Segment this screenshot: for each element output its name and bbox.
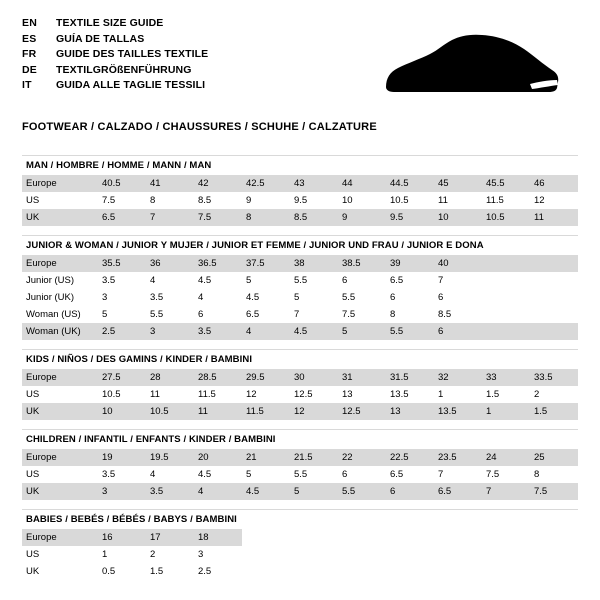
cell: 5.5 (146, 306, 194, 323)
language-row (22, 78, 208, 94)
cell (242, 563, 290, 580)
language-code: IT (22, 79, 32, 91)
cell: 36 (146, 255, 194, 272)
cell: 10.5 (98, 386, 146, 403)
cell: 5 (290, 483, 338, 500)
language-title: TEXTILGRÖßENFÜHRUNG (56, 63, 192, 76)
cell: 13 (386, 403, 434, 420)
cell: 45.5 (482, 175, 530, 192)
table-row (22, 466, 578, 483)
cell: 45 (434, 175, 482, 192)
size-table (22, 175, 578, 226)
table-row (22, 272, 578, 289)
language-row (22, 16, 208, 32)
size-table (22, 529, 578, 580)
cell: 9.5 (290, 192, 338, 209)
row-label: UK (22, 483, 98, 500)
cell: 3 (146, 323, 194, 340)
cell: 44.5 (386, 175, 434, 192)
table-row (22, 529, 578, 546)
cell (386, 546, 434, 563)
cell: 5 (98, 306, 146, 323)
cell: 10.5 (146, 403, 194, 420)
cell: 3.5 (146, 483, 194, 500)
language-title: GUIDA ALLE TAGLIE TESSILI (56, 79, 206, 91)
table-row (22, 289, 578, 306)
language-code: FR (22, 48, 37, 60)
cell: 12 (530, 192, 578, 209)
cell: 10.5 (386, 192, 434, 209)
cell (338, 563, 386, 580)
row-label: Junior (UK) (22, 289, 98, 306)
cell: 1.5 (530, 403, 578, 420)
cell (290, 546, 338, 563)
cell (482, 546, 530, 563)
cell: 12 (290, 403, 338, 420)
size-table (22, 449, 578, 500)
cell (434, 563, 482, 580)
cell (530, 529, 578, 546)
cell: 21 (242, 449, 290, 466)
cell: 7.5 (482, 466, 530, 483)
cell: 1 (482, 403, 530, 420)
cell: 11.5 (242, 403, 290, 420)
cell: 22.5 (386, 449, 434, 466)
page-header (22, 16, 578, 107)
cell: 3.5 (98, 466, 146, 483)
cell: 5.5 (386, 323, 434, 340)
table-row (22, 369, 578, 386)
cell (530, 289, 578, 306)
table-row (22, 323, 578, 340)
language-code: EN (22, 17, 37, 29)
cell: 37.5 (242, 255, 290, 272)
language-code: ES (22, 32, 37, 45)
language-title: TEXTILE SIZE GUIDE (56, 17, 164, 29)
section-title: CHILDREN / INFANTIL / ENFANTS / KINDER / BAMBINI (22, 429, 578, 449)
row-label: US (22, 192, 98, 209)
cell: 5.5 (338, 289, 386, 306)
cell (386, 529, 434, 546)
cell: 42 (194, 175, 242, 192)
table-row (22, 192, 578, 209)
cell: 12.5 (338, 403, 386, 420)
row-label: UK (22, 209, 98, 226)
cell: 3 (198, 549, 204, 560)
row-label: US (22, 466, 98, 483)
cell: 3.5 (194, 323, 242, 340)
cell: 5.5 (290, 272, 338, 289)
cell: 5.5 (338, 483, 386, 500)
cell: 1 (102, 549, 108, 560)
cell: 33 (482, 369, 530, 386)
cell: 36.5 (194, 255, 242, 272)
dress-shoe-icon (380, 32, 560, 107)
cell: 31.5 (386, 369, 434, 386)
cell (482, 272, 530, 289)
cell: 6 (194, 306, 242, 323)
cell: 16 (98, 529, 146, 546)
cell: 8 (530, 466, 578, 483)
cell: 11 (146, 386, 194, 403)
row-label: UK (26, 566, 40, 577)
cell (530, 255, 578, 272)
cell (482, 289, 530, 306)
cell: 7 (290, 306, 338, 323)
section-title: KIDS / NIÑOS / DES GAMINS / KINDER / BAMBINI (22, 349, 578, 369)
size-table (22, 369, 578, 420)
cell: 6 (338, 466, 386, 483)
cell: 6 (434, 289, 482, 306)
cell: 19 (98, 449, 146, 466)
table-row (22, 563, 578, 580)
cell: 3.5 (98, 272, 146, 289)
cell: 42.5 (242, 175, 290, 192)
language-title-list (22, 16, 208, 94)
cell: 4.5 (290, 323, 338, 340)
cell: 28 (146, 369, 194, 386)
cell: 4.5 (194, 272, 242, 289)
cell: 38 (290, 255, 338, 272)
table-row (22, 209, 578, 226)
cell: 11 (434, 192, 482, 209)
cell: 10.5 (482, 209, 530, 226)
cell: 5 (242, 466, 290, 483)
cell: 46 (530, 175, 578, 192)
cell: 8 (146, 192, 194, 209)
cell: 23.5 (434, 449, 482, 466)
cell: 9.5 (386, 209, 434, 226)
cell: 12.5 (290, 386, 338, 403)
cell: 2 (150, 549, 156, 560)
cell: 1 (434, 386, 482, 403)
cell: 2.5 (198, 566, 212, 577)
cell (242, 546, 290, 563)
cell: 12 (242, 386, 290, 403)
row-label: Europe (22, 369, 98, 386)
language-title: GUÍA DE TALLAS (56, 32, 145, 45)
cell: 7 (434, 466, 482, 483)
row-label: US (22, 386, 98, 403)
cell: 4 (194, 483, 242, 500)
cell: 13.5 (434, 403, 482, 420)
cell (482, 563, 530, 580)
cell: 9 (242, 192, 290, 209)
cell: 7.5 (98, 192, 146, 209)
cell: 3 (98, 289, 146, 306)
cell (338, 529, 386, 546)
cell: 33.5 (530, 369, 578, 386)
cell: 6.5 (386, 272, 434, 289)
cell: 4 (146, 466, 194, 483)
cell: 6.5 (242, 306, 290, 323)
cell: 2 (530, 386, 578, 403)
cell: 18 (194, 529, 242, 546)
cell: 32 (434, 369, 482, 386)
section-babies (22, 509, 578, 580)
language-row (22, 63, 208, 79)
row-label: UK (22, 403, 98, 420)
cell: 6 (434, 323, 482, 340)
cell: 17 (146, 529, 194, 546)
cell (530, 563, 578, 580)
cell (242, 529, 290, 546)
cell: 31 (338, 369, 386, 386)
cell: 8 (386, 306, 434, 323)
cell: 2.5 (98, 323, 146, 340)
cell (434, 529, 482, 546)
cell (434, 546, 482, 563)
cell (482, 255, 530, 272)
cell (482, 529, 530, 546)
cell: 21.5 (290, 449, 338, 466)
cell: 28.5 (194, 369, 242, 386)
cell: 4 (242, 323, 290, 340)
cell: 5 (338, 323, 386, 340)
table-row (22, 175, 578, 192)
cell: 35.5 (98, 255, 146, 272)
cell: 3.5 (146, 289, 194, 306)
cell: 39 (386, 255, 434, 272)
section-man (22, 155, 578, 226)
table-row (22, 403, 578, 420)
cell: 10 (434, 209, 482, 226)
section-kids (22, 349, 578, 420)
cell: 10 (338, 192, 386, 209)
cell: 40.5 (98, 175, 146, 192)
cell (290, 529, 338, 546)
cell: 41 (146, 175, 194, 192)
category-line: FOOTWEAR / CALZADO / CHAUSSURES / SCHUHE / CALZATURE (22, 121, 377, 133)
cell: 7.5 (530, 483, 578, 500)
cell: 13 (338, 386, 386, 403)
cell: 3 (98, 483, 146, 500)
cell (482, 306, 530, 323)
row-label: Junior (US) (22, 272, 98, 289)
cell: 6.5 (98, 209, 146, 226)
cell: 1.5 (150, 566, 164, 577)
cell: 1.5 (482, 386, 530, 403)
language-code: DE (22, 63, 37, 76)
cell: 7.5 (338, 306, 386, 323)
cell: 5 (242, 272, 290, 289)
cell (290, 563, 338, 580)
cell: 11.5 (482, 192, 530, 209)
cell: 4.5 (242, 289, 290, 306)
cell: 0.5 (102, 566, 116, 577)
cell: 8.5 (194, 192, 242, 209)
table-row (22, 483, 578, 500)
cell: 11 (194, 403, 242, 420)
cell: 7 (146, 209, 194, 226)
cell: 7 (482, 483, 530, 500)
cell: 4 (146, 272, 194, 289)
language-row (22, 47, 208, 63)
cell: 7 (434, 272, 482, 289)
cell (530, 272, 578, 289)
cell: 43 (290, 175, 338, 192)
cell: 4 (194, 289, 242, 306)
cell: 11 (530, 209, 578, 226)
cell: 6.5 (434, 483, 482, 500)
cell: 4.5 (242, 483, 290, 500)
cell: 11.5 (194, 386, 242, 403)
section-title: MAN / HOMBRE / HOMME / MANN / MAN (22, 155, 578, 175)
cell (530, 306, 578, 323)
cell: 22 (338, 449, 386, 466)
cell: 8.5 (434, 306, 482, 323)
size-table (22, 255, 578, 340)
cell: 29.5 (242, 369, 290, 386)
cell: 20 (194, 449, 242, 466)
cell: 10 (98, 403, 146, 420)
row-label: US (26, 549, 40, 560)
row-label: Woman (US) (22, 306, 98, 323)
cell: 44 (338, 175, 386, 192)
cell: 5 (290, 289, 338, 306)
row-label: Europe (22, 175, 98, 192)
cell: 6 (338, 272, 386, 289)
cell: 8 (242, 209, 290, 226)
cell: 6.5 (386, 466, 434, 483)
row-label: Europe (22, 529, 98, 546)
cell: 8.5 (290, 209, 338, 226)
section-title: JUNIOR & WOMAN / JUNIOR Y MUJER / JUNIOR ET FEMME / JUNIOR UND FRAU / JUNIOR E DONA (22, 235, 578, 255)
cell: 6 (386, 289, 434, 306)
cell (386, 563, 434, 580)
row-label: Woman (UK) (22, 323, 98, 340)
table-row (22, 255, 578, 272)
cell (482, 323, 530, 340)
cell: 24 (482, 449, 530, 466)
cell: 25 (530, 449, 578, 466)
cell: 19.5 (146, 449, 194, 466)
cell: 7.5 (194, 209, 242, 226)
table-row (22, 449, 578, 466)
row-label: Europe (22, 449, 98, 466)
language-title: GUIDE DES TAILLES TEXTILE (56, 48, 209, 60)
table-row (22, 546, 578, 563)
cell: 4.5 (194, 466, 242, 483)
cell: 6 (386, 483, 434, 500)
cell: 9 (338, 209, 386, 226)
language-row (22, 32, 208, 48)
section-title: BABIES / BEBÉS / BÉBÉS / BABYS / BAMBINI (22, 509, 578, 529)
cell: 30 (290, 369, 338, 386)
cell: 5.5 (290, 466, 338, 483)
cell (338, 546, 386, 563)
table-row (22, 386, 578, 403)
row-label: Europe (22, 255, 98, 272)
table-row (22, 306, 578, 323)
section-junior-woman (22, 235, 578, 340)
cell (530, 546, 578, 563)
cell: 40 (434, 255, 482, 272)
cell: 27.5 (98, 369, 146, 386)
cell (530, 323, 578, 340)
cell: 13.5 (386, 386, 434, 403)
section-children (22, 429, 578, 500)
cell: 38.5 (338, 255, 386, 272)
